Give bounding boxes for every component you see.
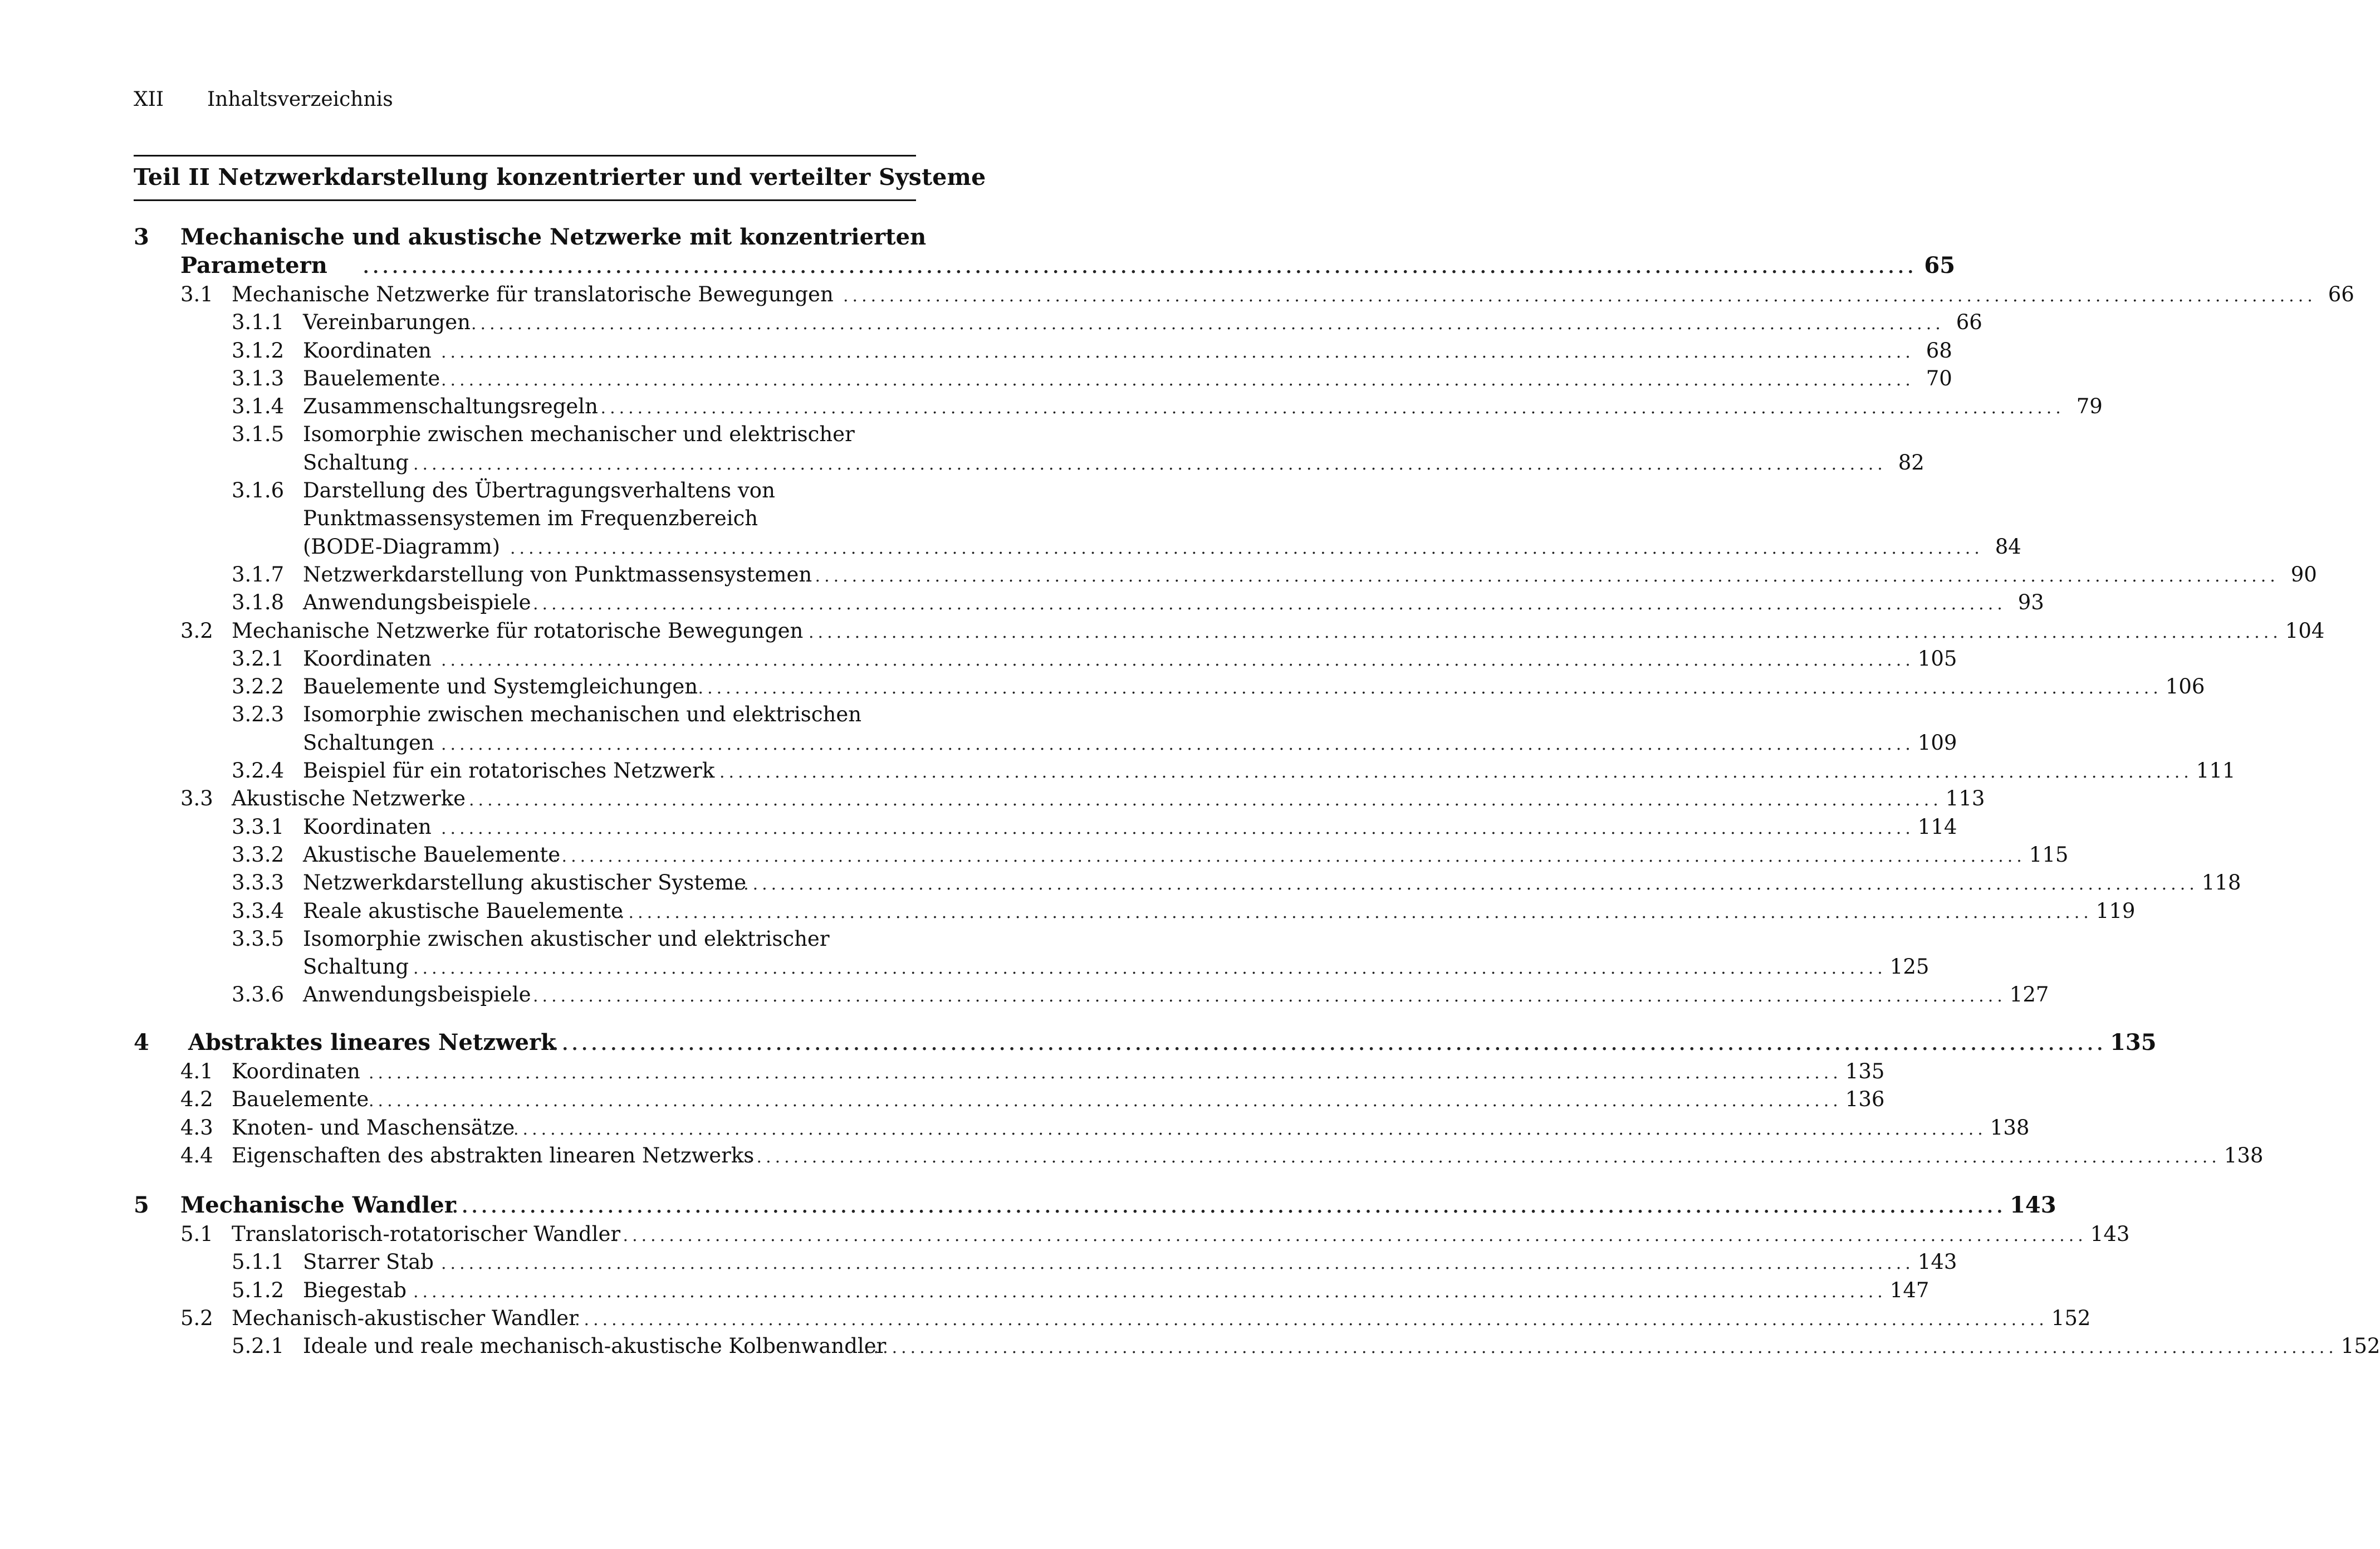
subsection-entry[interactable]: [134, 812, 1957, 840]
page-number: XII: [134, 88, 164, 111]
section-number: 4.4: [180, 1143, 213, 1167]
subsection-number: 3.1.5: [232, 422, 285, 447]
section-number: 4.1: [180, 1059, 213, 1083]
dot-leader: ................................................................................................................................................................: [533, 986, 2006, 1006]
section-entry[interactable]: [134, 616, 2325, 644]
subsection-entry[interactable]: [134, 419, 916, 447]
dot-leader: ................................................................................................................................................................: [369, 1091, 1842, 1111]
subsection-title-line-1: Isomorphie zwischen akustischer und elektrischer: [303, 926, 830, 951]
subsection-title: Netzwerkdarstellung von Punktmassensystemen: [303, 562, 812, 587]
chapter-title-line-2: Parametern: [180, 252, 327, 278]
section-title: Bauelemente: [232, 1087, 369, 1112]
section-title: Mechanische Netzwerke für rotatorische Bewegungen: [232, 618, 804, 643]
dot-leader: ................................................................................................................................................................: [441, 370, 1914, 390]
subsection-entry[interactable]: [134, 672, 2205, 700]
section-entry[interactable]: [134, 280, 2354, 307]
chapter-5: [134, 1191, 2380, 1359]
section-entry[interactable]: [134, 1303, 2091, 1331]
page-ref: 138: [1990, 1115, 2030, 1140]
subsection-title-line-2: Schaltungen: [303, 730, 434, 755]
page-ref: 68: [1926, 338, 1952, 363]
subsection-entry[interactable]: [134, 1247, 1957, 1275]
dot-leader: ................................................................................................................................................................: [809, 622, 2282, 642]
subsection-entry[interactable]: [134, 924, 916, 952]
chapter-3: [134, 223, 2354, 1008]
chapter-5-heading[interactable]: [134, 1191, 2056, 1219]
dot-leader: ................................................................................................................................................................: [510, 538, 1984, 558]
section-number: 3.3: [180, 786, 213, 811]
page-ref: 114: [1917, 814, 1957, 839]
section-number: 5.2: [180, 1306, 213, 1330]
subsection-entry-cont[interactable]: [134, 448, 1924, 476]
dot-leader: ................................................................................................................................................................: [864, 1338, 2338, 1358]
section-title: Eigenschaften des abstrakten linearen Netzwerks: [232, 1143, 755, 1167]
chapter-title: Mechanische Wandler: [180, 1192, 456, 1218]
subsection-title: Anwendungsbeispiele: [303, 983, 531, 1007]
subsection-number: 3.1.2: [232, 338, 285, 363]
subsection-number: 3.3.2: [232, 842, 285, 867]
page-ref: 79: [2076, 394, 2103, 419]
subsection-entry[interactable]: [134, 756, 2236, 784]
subsection-title: Koordinaten: [303, 646, 432, 671]
subsection-entry[interactable]: [134, 840, 2069, 868]
running-title: Inhaltsverzeichnis: [207, 88, 393, 111]
page-ref: 152: [2051, 1306, 2091, 1330]
chapter-3-heading-cont[interactable]: [134, 251, 1956, 280]
page-ref: 106: [2165, 675, 2205, 699]
page-ref: 119: [2095, 898, 2136, 923]
dot-leader: ................................................................................................................................................................: [843, 286, 2317, 306]
section-number: 3.1: [180, 282, 213, 306]
part-title: Teil II Netzwerkdarstellung konzentrierter und verteilter Systeme: [134, 164, 986, 190]
section-title: Translatorisch-rotatorischer Wandler: [232, 1222, 621, 1246]
subsection-entry-cont[interactable]: [134, 952, 1930, 980]
subsection-number: 3.1.6: [232, 478, 285, 503]
dot-leader: ................................................................................................................................................................: [363, 258, 1918, 277]
subsection-entry[interactable]: [134, 1331, 2380, 1359]
subsection-title: Koordinaten: [303, 814, 432, 839]
page-ref: 111: [2196, 759, 2236, 783]
running-head: [134, 88, 393, 111]
dot-leader: ................................................................................................................................................................: [591, 398, 2065, 418]
subsection-title-line-1: Isomorphie zwischen mechanischen und elektrischen: [303, 702, 862, 727]
subsection-entry[interactable]: [134, 644, 1957, 672]
dot-leader: ................................................................................................................................................................: [441, 342, 1914, 362]
dot-leader: ................................................................................................................................................................: [806, 566, 2279, 586]
page-ref: 127: [2009, 983, 2049, 1007]
subsection-entry[interactable]: [134, 1276, 1930, 1303]
subsection-title: Bauelemente: [303, 366, 440, 390]
section-entry[interactable]: [134, 784, 1985, 812]
subsection-number: 3.1.8: [232, 590, 285, 615]
subsection-number: 3.1.4: [232, 394, 285, 419]
section-number: 4.3: [180, 1115, 213, 1140]
subsection-number: 3.1.3: [232, 366, 285, 390]
subsection-title-line-1: Isomorphie zwischen mechanischer und elektrischer: [303, 422, 855, 447]
chapter-number: 4: [134, 1029, 149, 1056]
section-entry[interactable]: [134, 1141, 2264, 1169]
section-title: Koordinaten: [232, 1059, 360, 1083]
section-title: Knoten- und Maschensätze: [232, 1115, 515, 1140]
subsection-number: 3.3.3: [232, 871, 285, 895]
chapter-number: 5: [134, 1192, 149, 1218]
page-ref: 136: [1845, 1087, 1885, 1112]
dot-leader: ................................................................................................................................................................: [471, 314, 1945, 334]
subsection-entry[interactable]: [134, 364, 1952, 392]
section-number: 3.2: [180, 618, 213, 643]
subsection-title: Netzwerkdarstellung akustischer Systeme: [303, 871, 747, 895]
dot-leader: ................................................................................................................................................................: [441, 650, 1914, 670]
subsection-title: Beispiel für ein rotatorisches Netzwerk: [303, 759, 715, 783]
subsection-title-line-2: Schaltung: [303, 450, 409, 475]
section-entry[interactable]: [134, 1084, 1885, 1112]
page-ref: 82: [1898, 450, 1924, 475]
dot-leader: ................................................................................................................................................................: [747, 1147, 2221, 1167]
chapter-number: 3: [134, 224, 149, 250]
dot-leader: ................................................................................................................................................................: [413, 1282, 1887, 1302]
page-ref: 65: [1924, 252, 1956, 278]
subsection-number: 3.2.4: [232, 759, 285, 783]
dot-leader: ................................................................................................................................................................: [719, 763, 2193, 783]
subsection-title: Vereinbarungen: [303, 310, 471, 335]
subsection-title: Anwendungsbeispiele: [303, 590, 531, 615]
dot-leader: ................................................................................................................................................................: [513, 1119, 1987, 1139]
dot-leader: ................................................................................................................................................................: [369, 1063, 1842, 1083]
page-ref: 125: [1889, 955, 1930, 979]
subsection-entry[interactable]: [134, 336, 1952, 364]
subsection-number: 3.2.3: [232, 702, 285, 727]
page-ref: 104: [2285, 618, 2325, 643]
dot-leader: ................................................................................................................................................................: [441, 1254, 1914, 1274]
page-ref: 147: [1889, 1278, 1930, 1302]
dot-leader: ................................................................................................................................................................: [441, 818, 1914, 838]
subsection-entry-cont[interactable]: [134, 728, 1957, 756]
dot-leader: ................................................................................................................................................................: [619, 902, 2093, 922]
subsection-number: 3.3.5: [232, 926, 285, 951]
subsection-number: 3.3.1: [232, 814, 285, 839]
page-ref: 105: [1917, 646, 1957, 671]
dot-leader: ................................................................................................................................................................: [575, 1309, 2048, 1330]
dot-leader: ................................................................................................................................................................: [413, 959, 1887, 979]
page-ref: 115: [2029, 842, 2069, 867]
subsection-title: Starrer Stab: [303, 1250, 434, 1274]
page-ref: 143: [1917, 1250, 1957, 1274]
section-title: Mechanische Netzwerke für translatorische Bewegungen: [232, 282, 834, 306]
page-ref: 135: [1845, 1059, 1885, 1083]
subsection-title: Reale akustische Bauelemente: [303, 898, 623, 923]
subsection-entry[interactable]: [134, 476, 916, 504]
page-ref: 84: [1995, 534, 2021, 559]
subsection-entry[interactable]: [134, 307, 1982, 335]
page-ref: 152: [2340, 1334, 2380, 1359]
subsection-title-line-1: Darstellung des Übertragungsverhaltens von: [303, 478, 775, 503]
dot-leader: ................................................................................................................................................................: [552, 1035, 2107, 1054]
page-ref: 109: [1917, 730, 1957, 755]
page-ref: 143: [2090, 1222, 2130, 1246]
page-ref: 70: [1926, 366, 1952, 390]
section-number: 5.1: [180, 1222, 213, 1246]
subsection-entry[interactable]: [134, 896, 2136, 924]
subsection-entry[interactable]: [134, 588, 2044, 615]
page-ref: 93: [2017, 590, 2044, 615]
section-title: Akustische Netzwerke: [232, 786, 466, 811]
page-ref: 138: [2224, 1143, 2264, 1167]
subsection-title: Bauelemente und Systemgleichungen: [303, 675, 698, 699]
chapter-4-heading[interactable]: [134, 1028, 2157, 1057]
chapter-title-line-1: Mechanische und akustische Netzwerke mit konzentrierten: [180, 224, 927, 250]
subsection-number: 5.1.1: [232, 1250, 285, 1274]
dot-leader: ................................................................................................................................................................: [413, 454, 1887, 474]
part-rule-top: [134, 155, 916, 157]
subsection-title: Ideale und reale mechanisch-akustische Kolbenwandler: [303, 1334, 887, 1359]
section-entry[interactable]: [134, 1219, 2130, 1247]
dot-leader: ................................................................................................................................................................: [452, 1198, 2007, 1217]
subsection-number: 3.1.1: [232, 310, 285, 335]
chapter-title: Abstraktes lineares Netzwerk: [188, 1029, 556, 1056]
subsection-entry-cont[interactable]: [134, 504, 916, 531]
dot-leader: ................................................................................................................................................................: [441, 734, 1914, 754]
dot-leader: ................................................................................................................................................................: [533, 594, 2006, 614]
subsection-number: 3.1.7: [232, 562, 285, 587]
subsection-title: Biegestab: [303, 1278, 407, 1302]
chapter-4: [134, 1028, 2264, 1169]
subsection-title: Zusammenschaltungsregeln: [303, 394, 598, 419]
part-rule-bottom: [134, 199, 916, 201]
subsection-entry[interactable]: [134, 980, 2049, 1008]
page-ref: 113: [1945, 786, 1985, 811]
subsection-number: 5.2.1: [232, 1334, 285, 1359]
dot-leader: ................................................................................................................................................................: [469, 790, 1942, 810]
page-ref: 66: [2328, 282, 2354, 306]
dot-leader: ................................................................................................................................................................: [614, 1226, 2087, 1245]
subsection-entry[interactable]: [134, 392, 2103, 419]
subsection-number: 5.1.2: [232, 1278, 285, 1302]
subsection-title-line-2: Schaltung: [303, 955, 409, 979]
page-ref: 143: [2010, 1192, 2056, 1218]
subsection-number: 3.2.1: [232, 646, 285, 671]
subsection-number: 3.2.2: [232, 675, 285, 699]
dot-leader: ................................................................................................................................................................: [689, 678, 2162, 698]
dot-leader: ................................................................................................................................................................: [725, 874, 2198, 895]
subsection-entry[interactable]: [134, 560, 2317, 588]
section-title: Mechanisch-akustischer Wandler: [232, 1306, 579, 1330]
dot-leader: ................................................................................................................................................................: [552, 846, 2026, 866]
subsection-entry[interactable]: [134, 868, 2241, 896]
chapter-3-heading[interactable]: [134, 223, 927, 251]
subsection-title: Akustische Bauelemente: [303, 842, 561, 867]
page-ref: 135: [2110, 1029, 2157, 1056]
subsection-entry-cont[interactable]: [134, 532, 2021, 560]
page-ref: 90: [2290, 562, 2317, 587]
subsection-title: Koordinaten: [303, 338, 432, 363]
subsection-title-line-2: Punktmassensystemen im Frequenzbereich: [303, 506, 758, 531]
page-ref: 66: [1956, 310, 1982, 335]
section-number: 4.2: [180, 1087, 213, 1112]
subsection-number: 3.3.4: [232, 898, 285, 923]
subsection-title-line-3: (BODE-Diagramm): [303, 534, 501, 559]
subsection-number: 3.3.6: [232, 983, 285, 1007]
subsection-entry[interactable]: [134, 700, 916, 727]
page-ref: 118: [2201, 871, 2241, 895]
section-entry[interactable]: [134, 1057, 1885, 1084]
section-entry[interactable]: [134, 1113, 2030, 1141]
